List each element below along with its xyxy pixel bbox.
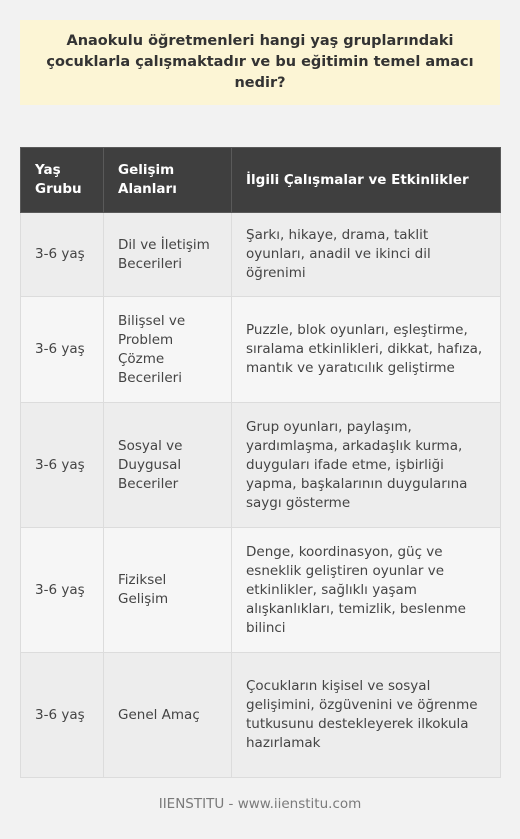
cell-activities: Puzzle, blok oyunları, eşleştirme, sıralama etkinlikleri, dikkat, hafıza, mantık ve yaratıcılık geliştirme [232, 297, 501, 403]
header-age-group: Yaş Grubu [21, 148, 104, 213]
cell-age-group: 3-6 yaş [21, 297, 104, 403]
table-row [21, 653, 501, 778]
footer-credit: IIENSTITU - www.iienstitu.com [158, 796, 362, 812]
header-activities: İlgili Çalışmalar ve Etkinlikler [232, 148, 501, 213]
cell-activities: Çocukların kişisel ve sosyal gelişimini, özgüvenini ve öğrenme tutkusunu destekleyerek ilkokula hazırlamak [232, 653, 501, 778]
cell-development-area: Genel Amaç [104, 653, 232, 778]
cell-age-group: 3-6 yaş [21, 653, 104, 778]
cell-activities: Grup oyunları, paylaşım, yardımlaşma, arkadaşlık kurma, duyguları ifade etme, işbirliği yapma, başkalarının duygularına saygı gösterme [232, 403, 501, 528]
cell-age-group: 3-6 yaş [21, 403, 104, 528]
table-row [21, 403, 501, 528]
table-row [21, 528, 501, 653]
cell-activities: Şarkı, hikaye, drama, taklit oyunları, anadil ve ikinci dil öğrenimi [232, 213, 501, 297]
cell-development-area: Fiziksel Gelişim [104, 528, 232, 653]
development-table [20, 147, 501, 778]
table-row [21, 213, 501, 297]
table-row [21, 297, 501, 403]
cell-age-group: 3-6 yaş [21, 213, 104, 297]
cell-development-area: Dil ve İletişim Becerileri [104, 213, 232, 297]
header-development-areas: Gelişim Alanları [104, 148, 232, 213]
cell-development-area: Sosyal ve Duygusal Beceriler [104, 403, 232, 528]
question-box [20, 20, 500, 105]
table-header-row [21, 148, 501, 213]
question-title: Anaokulu öğretmenleri hangi yaş gruplarındaki çocuklarla çalışmaktadır ve bu eğitimin temel amacı nedir? [46, 33, 474, 91]
cell-development-area: Bilişsel ve Problem Çözme Becerileri [104, 297, 232, 403]
cell-activities: Denge, koordinasyon, güç ve esneklik geliştiren oyunlar ve etkinlikler, sağlıklı yaşam alışkanlıkları, temizlik, beslenme bilinci [232, 528, 501, 653]
cell-age-group: 3-6 yaş [21, 528, 104, 653]
